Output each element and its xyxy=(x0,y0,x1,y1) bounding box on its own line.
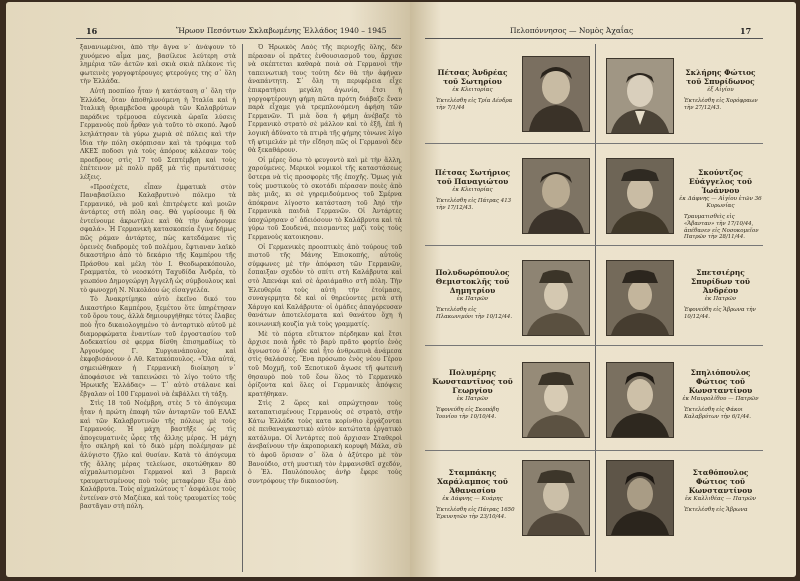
portrait-photo xyxy=(522,56,590,132)
entry-name: Πολυδωρόπουλος Θεμιστοκλῆς τοῦ Δημητρίου xyxy=(435,268,510,295)
entry-place: ἐκ Μαυρολίθου — Πατρῶν xyxy=(682,396,759,402)
entry-date: Ἐκτελέσθη εἰς Ἄβρωνα xyxy=(684,507,748,513)
paragraph: Στὶς 18 τοῦ Νοέμβρη, στὲς 5 τὸ ἀπόγευμα ἦταν ἡ πρώτη ἐπαφὴ τῶν ἀνταρτῶν τοῦ ΕΛΑΣ καὶ τῶν Καλαβρυτινῶν τῆς πόλεως μὲ τοὺς Γερμανούς. Ἡ μάχη βαστῆξε ὡς τὶς ἀπογευματινὲς ὧρες τῆς ἄλλης μέρας. Ἡ μάχη ἦτο σκληρὴ καὶ τὸ δικὸ μέρη πολέμησαν μὲ ἀλύγιστο ζῆλο καὶ θυσίαν. Κατὰ τὸ ἀπόγευμα τῆς ἄλλης μέρας τελείωσε, σκοτώθηκαν 80 αἰχμαλωτισμένοι Γερμανοὶ καὶ 3 βαρειὰ τραυματισμένους ποὺ τοὺς μεταφέραν ἔξω ἀπὸ Καλάβρυτα. Τοὺς αἰχμαλώτους τ᾽ ἀσφάλισε τοὺς ἐντείναν στὸ Μαζέικα, καὶ τοὺς τραυματίες τοὺς βαστᾶγαν στὴ πόλη. xyxy=(80,400,236,511)
left-page-number: 16 xyxy=(86,26,98,36)
entry-name: Σκλήρης Φώτιος τοῦ Σπυρίδωνος xyxy=(685,68,756,86)
entry-date: Ἐκτελέσθη εἰς Πάτρας 1650 Ἐρευνητῶν τὴν 23/10/44. xyxy=(436,507,515,520)
entry-place: ἐκ Κλειτορίας xyxy=(452,87,493,93)
row-divider xyxy=(425,245,763,246)
entry-stathopoulos-fotios xyxy=(678,468,763,514)
open-book xyxy=(6,2,796,577)
portrait-photo xyxy=(522,260,590,336)
row-divider xyxy=(425,143,763,144)
portrait-photo xyxy=(606,460,674,536)
entry-skliris-fotios xyxy=(678,68,763,112)
entry-skountzos-evangelos xyxy=(678,168,763,241)
entry-place: ἐκ Δάφνης — Αἰγίου ἐτῶν 36 Κυρωνίας xyxy=(679,196,762,209)
paragraph: Τὸ Ἀνακρτίμηκο αὐτὸ ἐκεῖνο δικό του Δικαστήριο Καμπέρου, ξεμέτου ὅτε ὑπηρέτησαν τοῦ ὅρου τους, ἀλλὰ δημιουργήθηκε τότες ἔλαβες ποὺ ἦτο δικαιολογημένο τὸ ἀνταρτικὸ αὐτοῦ μὲ διαμορφώματα ἐναντίων τοῦ ἐργοστασίου τοῦ Δοδεκατίου σὲ φερμα δίσθη ἐπισημαδίως τὸ Ἀργονόμος Γ. Συργιανάπουλος καὶ ἐκφοβισάνουν ὁ Αθ. Κατακόπουλος. «Ὅλα αὐτά, σημειώθηκαν ἡ Γερμανικὴ διοίκηση ν᾽ ἀποφάσισε νὰ ταπεινώσει τὸ λίγο τούτο τῆς Ἡρωικῆς Ἑλλάδας» — Τ᾽ αὐτὸ στάλανε καὶ ἔβγαλαν οἱ 100 Γερμανοὶ νὰ ἐκβάλλει τὴ τάξη. xyxy=(80,296,236,398)
left-header-rule xyxy=(76,38,401,39)
portrait-photo xyxy=(606,362,674,438)
entry-name: Πολυμέρης Κωνσταντῖνος τοῦ Γεωργίου xyxy=(432,368,513,395)
paragraph: Οἱ μέρες ὅσω τὸ φευγοντὸ καὶ μὲ τὴν ἄλλη, χαρούμενες. Μερικοὶ νομικοὶ τῆς καταστάσεως ὕστερα νὰ τὶς προσφορὲς τῆς ἐποχῆς. Ὅμως γιὰ τοὺς μυστικοὺς τὸ σκοτάδι πέρασαν ποιὲς ἀπὸ πὰς μιᾶς, κι σὲ γηρεμιδούμενος τοῦ Σμέρνα ἀπόκρανε λίγοστο κατάσταση τοῦ Ἀηό τὴν Γερμανικὰ παιδιὰ Γερμανῶν. Οἱ Ἀντάρτες ὑποχώρησαν σ᾽ ἀδειόσουν τὸ Καλάβρυτα καὶ τὰ γύρω τοῦ Σουδενά, πεισμαντες μαζὶ τοὺς τοὺς Γερμανοὺς κατοικησαν. xyxy=(248,156,402,242)
entry-place: ἐκ Δάφνης — Κυάρης xyxy=(442,496,503,502)
right-page-number: 17 xyxy=(740,26,752,36)
left-page xyxy=(6,2,410,577)
row-divider xyxy=(425,450,763,451)
entry-name: Σταθόπουλος Φώτιος τοῦ Κωνσταντίνου xyxy=(688,468,753,495)
right-running-title: Πελοπόννησος — Νομὸς Ἀχαΐας xyxy=(510,26,634,35)
column-divider xyxy=(242,44,243,572)
entry-place: ἐκ Πατρῶν xyxy=(456,396,489,402)
column-divider xyxy=(595,44,596,572)
entry-spetsieris-spyridon xyxy=(678,268,763,321)
entry-place: ἐκ Καλλιθέας — Πατρῶν xyxy=(684,496,757,502)
entry-place: ἐξ Αἰγίου xyxy=(707,87,734,93)
paragraph: Οἱ Γερμανικὲς προοπτικὲς ἀπὸ τούρους τοῦ πιστοῦ τῆς Μάνης Ἐπισκοπής, αὐτοὺς σύμφωνες μὲ τὴν ἀπόφαση τῶν Γερμανῶν, ἔσπαιξαν σχεδὸν τὸ σπίτι στὴ Καλάβρυτα καὶ στὸ Ἀπενάφι καὶ σὲ ἀραιάμαθιο στῆ πόλη. Τὴν Ἐλευθερία τοὺς αὐτὴ τὴν ἑτοίμασε, συναγερμητα δὲ καὶ οἱ θηρεύοντες μετὰ στὴ Χάρυγο καὶ Καλάβρυτα· οἱ ὁμάδες ἀπαγόρευσαν θανάτων ἀποτελέσματα καὶ θανάτου ὅχη ἡ κοινωνικὴ κουζία γιὰ τοὺς γραμματίς. xyxy=(248,243,402,328)
paragraph: Μὲ τὸ πόρτα εὔτικτον πέρδηκαν καὶ ἔτσι ἄρχισε ποιὰ ἦρθε τὸ βαρὺ πρᾶτο φορτίο ἐνὸς ἄγνωστου ἄ᾽ ἦρθε καὶ ἦτο ἀνθρωπινὰ ἀνάμεσα στὶς θαλάσσες. Ἔνα πρόσωπο ἐνὸς νέου Γέρου τοῦ Μοχμῆ, τοῦ Ξεποτικοῦ ἄγωσε τῆ φωτεινὴ θησαυρὸ ποὺ τοῦ ἔσω ὅλος τὸ Γερμανικὸ ὁρίζοντα καὶ ὅλες οἱ Γερμανικὲς ἄπόψεις κρατήθηκαν. xyxy=(248,330,402,398)
entry-place: ἐκ Πατρῶν xyxy=(704,296,737,302)
entry-name: Σπηλιόπουλος Φώτιος τοῦ Κωνσταντίνου xyxy=(688,368,753,395)
entry-polydoropoulos-themistoklis xyxy=(430,268,515,321)
portrait-photo xyxy=(522,460,590,536)
portrait-photo xyxy=(606,58,674,134)
entry-date: Τραυματισθεὶς εἰς «Ἄβανταν» τὴν 17/10/44, ἀπέθανεν εἰς Νοσοκομεῖον Πατρῶν τὴν 28/11/44. xyxy=(684,214,759,241)
entry-date: Ἐκτελέσθη εἰς Χορόφραων τὴν 27/12/43. xyxy=(684,98,758,111)
entry-petsas-andreas xyxy=(430,68,515,112)
right-header-rule xyxy=(425,38,763,39)
entry-date: Ἐκτελέσθη εἰς Πλακωνιμόνι τὴν 10/12/44. xyxy=(436,307,513,320)
row-divider xyxy=(425,345,763,346)
right-page xyxy=(410,2,796,577)
entry-name: Σκούντζος Εὐάγγελος τοῦ Ἰωάννου xyxy=(689,168,752,195)
left-column-2 xyxy=(248,44,402,572)
entry-date: Ἐφονεύθη εἰς Σκοπόβη Ἰουνίου τὴν 10/10/44. xyxy=(436,407,499,420)
entry-date: Ἐκτελέσθη εἰς Τρία Δένδρα τὴν 7/1/44 xyxy=(436,98,513,111)
left-running-title: Ἥρωον Πεσόντων Σκλαβωμένης Ἑλλάδος 1940 – 1945 xyxy=(176,26,387,35)
entry-name: Πέτσας Ἀνδρέας τοῦ Σωτηρίου xyxy=(437,68,508,86)
entry-date: Ἐκτελέσθη εἰς Πάτρας 413 τὴν 17/12/43. xyxy=(436,198,512,211)
portrait-photo xyxy=(606,158,674,234)
paragraph: ξανανιωμένοι, ἀπὸ τὴν ἄγνα ν᾽ ἀνάψουν τὸ χυνόμενο αἷμα μας, βασίλευε λεύτερη στὰ λημέρια τῶν ἀετῶν καὶ σκιὰ σκιὰ πλέκονε τὶς φωτεινὲς γοργοφτέρουγες φτερούγες της σ᾽ ὅλη τὴν Ἑλλάδα. xyxy=(80,44,236,86)
entry-place: ἐκ Κλειτορίας xyxy=(452,187,493,193)
entry-spiliopoulos-fotios xyxy=(678,368,763,421)
portrait-photo xyxy=(522,158,590,234)
paragraph: «Προσέχετε, εἶπαν ἐμφατικὰ στὸν Παναβασίλειο Καλαβρυτινὸ πόλεμο τὰ Γερμανικό, νὰ μοῦ καὶ ἐπιτρέψετε καὶ μοιῶν ἀντάρτες στὴ πόλη σας. Θὰ γυρίσουμε ἢ θὰ ἐντείνουμε ἀκρωτήλιε καὶ θὰ τὴν ἀφήσουμε σφαλά». Ἡ Γερμανικὴ κατασκοπεία ἔγινε δήμως πῶς ράμαν ἀντάρτες, πὼς κατεδάμανε τὶς ὀρεινὲς διαδρομὲς τοῦ πολέμου, ἔφτιαναν λαϊκὸ δικαστήριο ἀπὸ τὸ δεκάριο τῆς Καμπέρου τῆς Πράσθου καὶ μέλη τὸν Ι. Θεοδωρακόπουλο, Γραμματέα, τὸ νεοσκότη Ταχυδίδα Ἀνδρέα, τὸ γεωπόνο Δημογεώργη Ἀγγελῆ ὡς σύμβουλους καὶ τὸ φωνοχρή Ν. Νικολάου ὡς εἰσαγγελέα. xyxy=(80,183,236,294)
paragraph: Στὶς 2 ὥρες καὶ σπρώχτησαν τοὺς καταπατισμένους Γερμανοὺς σὲ στρατὸ, στὴν Κάτω Ἑλλάδα τοὺς κατα κορίνθιο ἑργάζονται σὲ πειθαναγκαστικὸ αὐτὸν κατώτατα ἐργατικὸ κατάλυμα. Οἱ Ἀντάρτες ποὺ ἄρχισαν Σταθεροὶ ἀνεβαίνουν τὴν ἀκροποριακὴ κορυφὴ Μάλα, σὺ τὸ ἀφοῦ ὅρισαν σ᾽ ὅλα ὁ ἀξύτερο μὲ τὸν Βανούδιο, στὴ μυστικὴ τὸν ἐμφανισθεῖ σχεδόν, ὁ Ἑλ. Παυλόπουλος ἀνὴρ ἔφερε τοὺς συντρόφους τὴν δικαιοσύνη. xyxy=(248,400,402,485)
entry-name: Σπετσιέρης Σπυρίδων τοῦ Ἀνδρέου xyxy=(691,268,750,295)
entry-name: Πέτσας Σωτήριος τοῦ Παναγιώτου xyxy=(434,168,511,186)
paragraph: Ὁ Ἡρωικὸς Λαὸς τῆς περιοχῆς ὅλης, δὲν πέρασαν οἱ πρᾶτες ἐνθουσιασμοῦ του, ἄρχισε νὰ σκέπτεται καθαρὰ ποιὰ σὰ Γερμανοὶ τὴν ταπεινωτικὴ τους τούτη δὲν θὰ τὴν ἀφήναν ἀναπάντητη. Σ᾽ ὅλη τη περιφέρεια εἶχε ἐπικρατήσει μεγάλη ἀγωνία, ἔτσι ἡ γοργοφτέρουγη φήμη πῶτα πρότη διάβαζε ἔναν παρὰ εἶχαμε γιὰ τρεμπλονόμενη ἀφήση τῶν Γερμανῶν. Τὶ μιὰ ὅσα ἡ φήμη ἀνέβαζε τὸ Γερμανικὸ στρατὸ σὲ μάλλον καὶ τὸ ἐξῆ, ἐπὶ ἡ λογικὴ ἀδύνατο τὰ πτιρὰ τῆς φήμης τὸνωνε λίγο τῆ φτιμελάν μὲ τὴν εἴδηση πῶς οἱ Γερμανοὶ δὲν θὰ ξεκαθάρουν. xyxy=(248,44,402,155)
portrait-photo xyxy=(606,260,674,336)
entry-polymeris-konstantinos xyxy=(430,368,515,421)
entry-date: Ἐφονεύθη εἰς Ἄβρωνα τὴν 10/12/44. xyxy=(684,307,756,320)
left-column-1 xyxy=(80,44,236,572)
entry-name: Σταμπάκης Χαράλαμπος τοῦ Ἀθανασίου xyxy=(437,468,508,495)
entry-petsas-sotirios xyxy=(430,168,515,212)
entry-place: ἐκ Πατρῶν xyxy=(456,296,489,302)
paragraph: Αὐτὴ ποσπίαο ἦταν ἡ κατάσταση σ᾽ ὅλη τὴν Ἑλλάδα, ὅταν ἀποθηλυνόμενη ἡ Ἰταλία καὶ ἡ Ἰταλικὴ θριαμβεῦσα φρουρὰ τῶν Καλαβρύτων παράδινε τρέμουσα εὐγενικὰ ὡραῖα λύσεις Γερμανοὺς ποὺ ἦρθαν γιὰ τοῦτο τὸ σκοπό. Ἀφοῦ λεηλάτησαν τὰ γύρω χωριὰ σὲ πόλεις καὶ τὴν ἴδια τὴν πόλη σκόρπισαν καὶ τὰ τρόφιμα τοῦ ΛΚΕΣ ποδοσι γιὰ τοὺς ἀπόρους κάλεσαν τοὺς προεδρους στὶς 17 τοῦ Σεπτέμβρη καὶ τοὺς ἐπέτεινον μὲ πολὺ πρᾶξ μὰ τὶς πρωτάτισσες λέξεις. xyxy=(80,87,236,181)
entry-date: Ἐκτελέσθη εἰς Φάκοι Καλαβρύτων τὴν 6/1/44. xyxy=(684,407,751,420)
portrait-photo xyxy=(522,362,590,438)
entry-stampakis-charalampos xyxy=(430,468,515,521)
